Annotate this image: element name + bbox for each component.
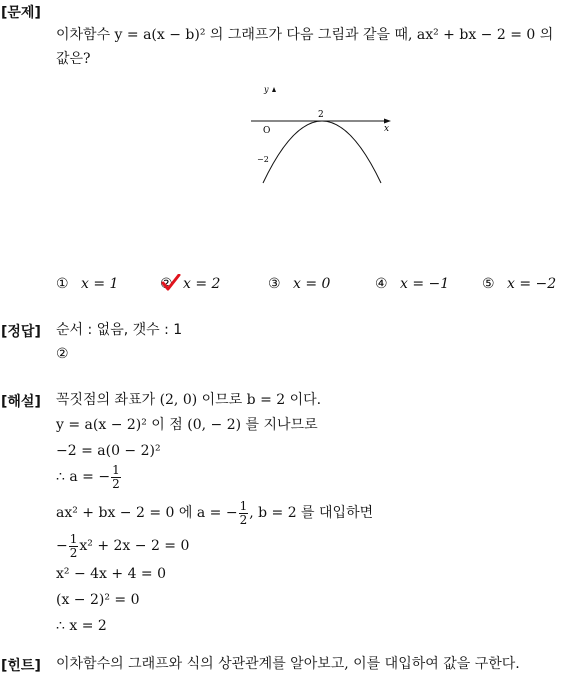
parabola-curve: [263, 121, 381, 183]
choice-2-num: ②: [160, 276, 173, 292]
solution-line-6: [56, 531, 189, 561]
vertex-label: 2: [318, 110, 324, 120]
hint-text: 이차함수의 그래프와 식의 상관관계를 알아보고, 이를 대입하여 값을 구한다.: [56, 656, 520, 672]
choice-2-text: x = 2: [183, 276, 221, 292]
fraction-denominator: 2: [239, 512, 248, 527]
fraction-one-half: [239, 500, 249, 527]
solution-line-8: (x − 2)² = 0: [56, 592, 140, 608]
fraction-denominator: 2: [112, 476, 120, 491]
intercept-label: −2: [257, 155, 269, 164]
solution-line-5-text: ax² + bx − 2 = 0 에 a = −: [56, 505, 238, 521]
choice-4-text: x = −1: [400, 276, 450, 292]
choice-3-text: x = 0: [293, 276, 331, 292]
choice-1[interactable]: [56, 276, 118, 292]
check-mark-icon: [161, 274, 181, 292]
choice-1-num: ①: [56, 276, 69, 292]
fraction-numerator: 1: [69, 531, 78, 546]
fraction-denominator: 2: [69, 545, 78, 560]
y-axis-arrow: [272, 87, 276, 92]
choice-3[interactable]: [268, 276, 330, 292]
fraction-one-half: [111, 464, 121, 491]
choice-5[interactable]: [482, 276, 556, 292]
choice-4[interactable]: [375, 276, 449, 292]
fraction-numerator: 1: [239, 498, 248, 513]
solution-line-3: −2 = a(0 − 2)²: [56, 443, 161, 459]
y-axis-label: y: [264, 85, 269, 94]
solution-line-4-text: ∴ a = −: [56, 469, 111, 485]
solution-line-5-tail: , b = 2 를 대입하면: [249, 505, 374, 521]
solution-line-1: 꼭짓점의 좌표가 (2, 0) 이므로 b = 2 이다.: [56, 392, 322, 408]
parabola-graph: [245, 80, 405, 190]
fraction-numerator: 1: [112, 462, 120, 477]
solution-tag: [해설]: [1, 394, 41, 410]
choice-4-num: ④: [375, 276, 388, 292]
answer-meta: 순서 : 없음, 갯수 : 1: [56, 322, 183, 338]
origin-label: O: [263, 126, 271, 136]
answer-tag: [정답]: [1, 324, 41, 340]
choice-1-text: x = 1: [81, 276, 119, 292]
solution-line-6-text: −: [56, 538, 68, 554]
problem-text-line1: 이차함수 y = a(x − b)² 의 그래프가 다음 그림과 같을 때, ax² + bx − 2 = 0 의: [56, 27, 554, 43]
solution-line-5: [56, 498, 373, 528]
problem-tag: [문제]: [1, 5, 41, 21]
problem-text-line2: 값은?: [56, 51, 91, 67]
answer-value: ②: [56, 346, 69, 362]
x-axis-arrow: [384, 119, 391, 124]
solution-line-2: y = a(x − 2)² 이 점 (0, − 2) 를 지나므로: [56, 417, 318, 433]
x-axis-label: x: [384, 124, 390, 134]
choice-5-num: ⑤: [482, 276, 495, 292]
choice-2[interactable]: [160, 276, 220, 292]
solution-line-7: x² − 4x + 4 = 0: [56, 566, 167, 582]
hint-tag: [힌트]: [1, 658, 41, 674]
choice-5-text: x = −2: [507, 276, 557, 292]
solution-line-9: ∴ x = 2: [56, 618, 107, 634]
solution-line-4: [56, 462, 122, 492]
choice-3-num: ③: [268, 276, 281, 292]
fraction-one-half: [69, 533, 79, 560]
solution-line-6-tail: x² + 2x − 2 = 0: [79, 538, 190, 554]
